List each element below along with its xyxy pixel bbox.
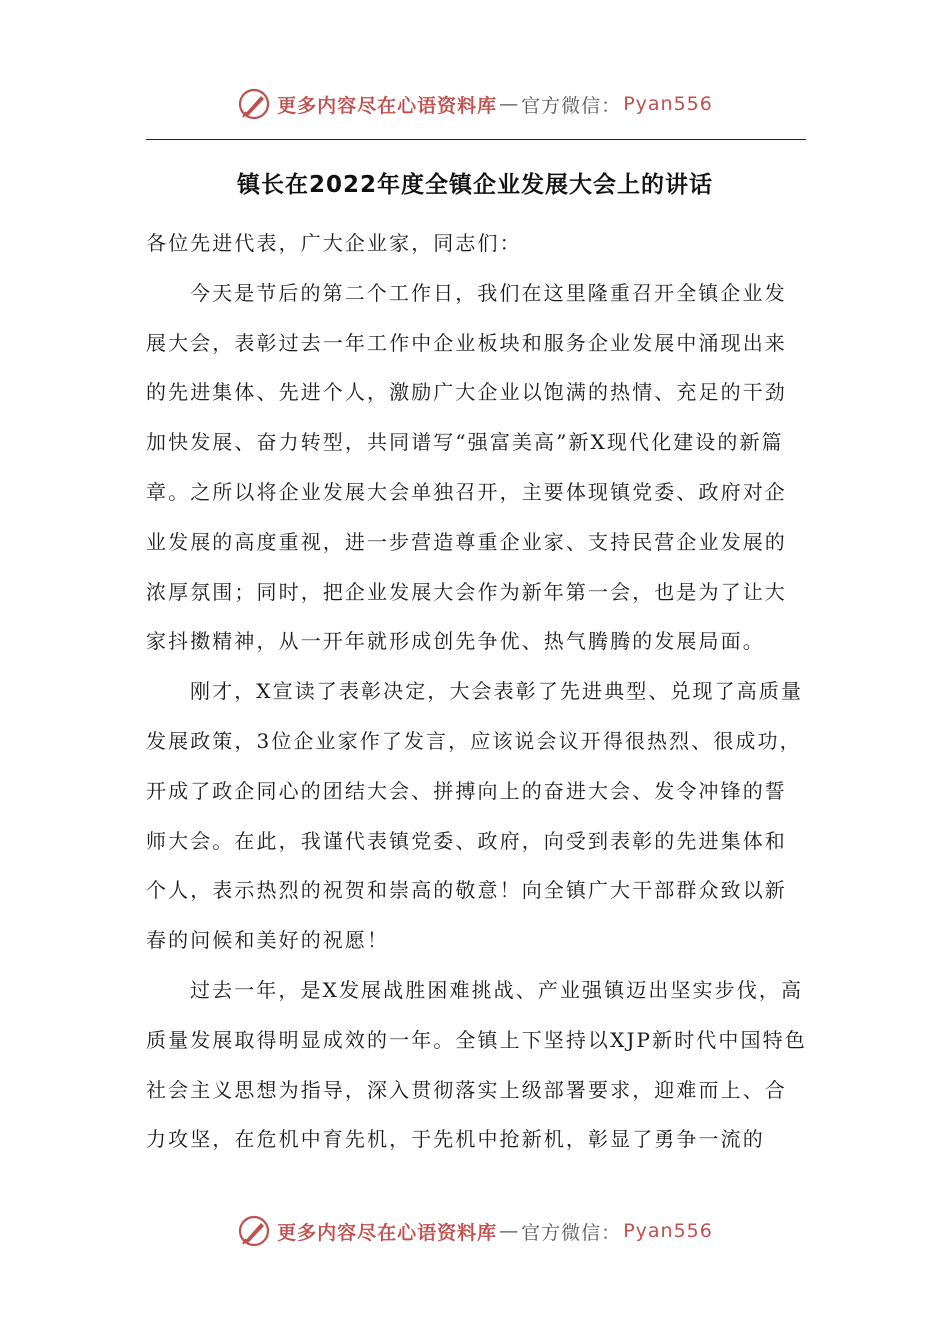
document-title: 镇长在2022年度全镇企业发展大会上的讲话: [236, 172, 713, 198]
quill-pen-logo-icon: [237, 1214, 271, 1248]
banner-official-label: 官方微信：: [521, 94, 622, 117]
banner-wechat-id: Pyan556: [623, 1220, 713, 1242]
header-watermark-banner: [0, 84, 950, 124]
banner-official-label: 官方微信：: [521, 1221, 622, 1244]
salutation: 各位先进代表，广大企业家，同志们：: [146, 231, 522, 255]
banner-dash: —: [499, 1220, 520, 1242]
banner-slogan: 更多内容尽在心语资料库: [277, 1221, 498, 1244]
banner-wechat-id: Pyan556: [623, 93, 713, 115]
document-body: [146, 219, 808, 1165]
banner-dash: —: [499, 93, 520, 115]
paragraph: 今天是节后的第二个工作日，我们在这里隆重召开全镇企业发展大会，表彰过去一年工作中企业板块和服务企业发展中涌现出来的先进集体、先进个人，激励广大企业以饱满的热情、充足的干劲加快发展、奋力转型，共同谱写“强富美高”新X现代化建设的新篇章。之所以将企业发展大会单独召开，主要体现镇党委、政府对企业发展的高度重视，进一步营造尊重企业家、支持民营企业发展的浓厚氛围；同时，把企业发展大会作为新年第一会，也是为了让大家抖擞精神，从一开年就形成创先争优、热气腾腾的发展局面。: [146, 280, 787, 654]
quill-pen-logo-icon: [237, 87, 271, 121]
paragraph: 过去一年，是X发展战胜困难挑战、产业强镇迈出坚实步伐，高质量发展取得明显成效的一年。全镇上下坚持以XJP新时代中国特色社会主义思想为指导，深入贯彻落实上级部署要求，迎难而上、合力攻坚，在危机中育先机，于先机中抢新机，彰显了勇争一流的: [146, 977, 807, 1152]
banner-slogan: 更多内容尽在心语资料库: [277, 94, 498, 117]
paragraph: 刚才，X宣读了表彰决定，大会表彰了先进典型、兑现了高质量发展政策，3位企业家作了发言，应该说会议开得很热烈、很成功，开成了政企同心的团结大会、拼搏向上的奋进大会、发令冲锋的誓师大会。在此，我谨代表镇党委、政府，向受到表彰的先进集体和个人，表示热烈的祝贺和崇高的敬意！向全镇广大干部群众致以新春的问候和美好的祝愿！: [146, 679, 804, 953]
header-divider: [146, 139, 806, 140]
footer-watermark-banner: [0, 1211, 950, 1251]
